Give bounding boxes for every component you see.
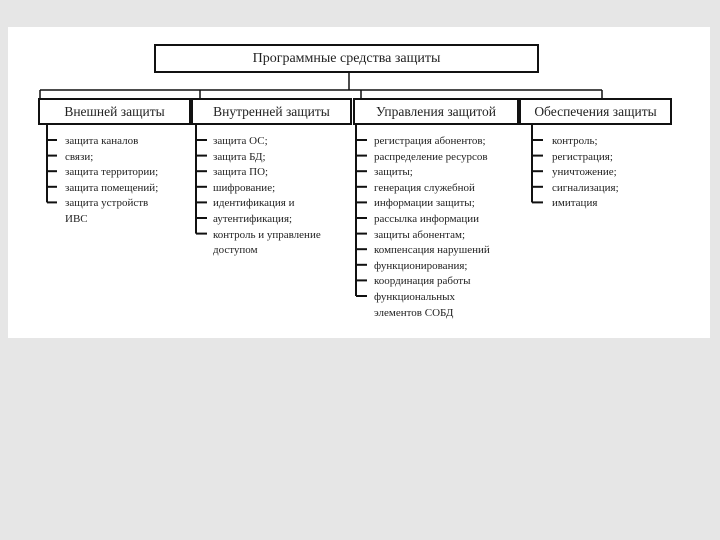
items-list-external — [65, 134, 158, 228]
items-list-internal — [213, 134, 321, 259]
list-item: доступом — [213, 244, 258, 257]
list-item: информации защиты; — [374, 197, 475, 210]
list-item: ИВС — [65, 212, 88, 225]
list-item: генерация служебной — [374, 181, 475, 194]
list-item: шифрование; — [213, 181, 276, 194]
list-item: компенсация нарушений — [374, 244, 490, 257]
list-item: рассылка информации — [374, 212, 479, 225]
list-item: регистрация абонентов; — [374, 135, 486, 147]
category-box-external: Внешней защиты — [38, 98, 191, 125]
list-item: защита каналов — [65, 135, 139, 147]
list-item: имитация — [552, 197, 598, 210]
list-item: распределение ресурсов — [374, 150, 488, 163]
list-item: координация работы — [374, 275, 471, 288]
list-item: функциональных — [374, 290, 456, 303]
list-item: защита ОС; — [213, 135, 268, 147]
list-item: защита территории; — [65, 166, 159, 179]
category-box-management: Управления защитой — [353, 98, 519, 125]
list-item: защиты; — [374, 166, 413, 179]
category-box-internal: Внутренней защиты — [191, 98, 352, 125]
list-item: защита помещений; — [65, 181, 159, 194]
list-item: регистрация; — [552, 150, 613, 163]
list-item: защита ПО; — [213, 166, 269, 179]
list-item: идентификация и — [213, 197, 295, 210]
list-item: элементов СОБД — [374, 306, 454, 319]
list-item: контроль; — [552, 135, 598, 147]
list-item: уничтожение; — [552, 166, 617, 179]
root-box-title: Программные средства защиты — [154, 44, 539, 73]
category-box-support: Обеспечения защиты — [519, 98, 672, 125]
items-list-management — [374, 134, 490, 321]
slide-area — [8, 27, 710, 338]
list-item: контроль и управление — [213, 228, 321, 241]
list-item: защита БД; — [213, 150, 266, 163]
list-item: защита устройств — [65, 197, 149, 210]
list-item: связи; — [65, 150, 94, 163]
list-item: защиты абонентам; — [374, 228, 466, 241]
items-list-support — [552, 134, 619, 212]
list-item: аутентификация; — [213, 212, 293, 225]
list-item: функционирования; — [374, 259, 468, 272]
list-item: сигнализация; — [552, 181, 619, 194]
